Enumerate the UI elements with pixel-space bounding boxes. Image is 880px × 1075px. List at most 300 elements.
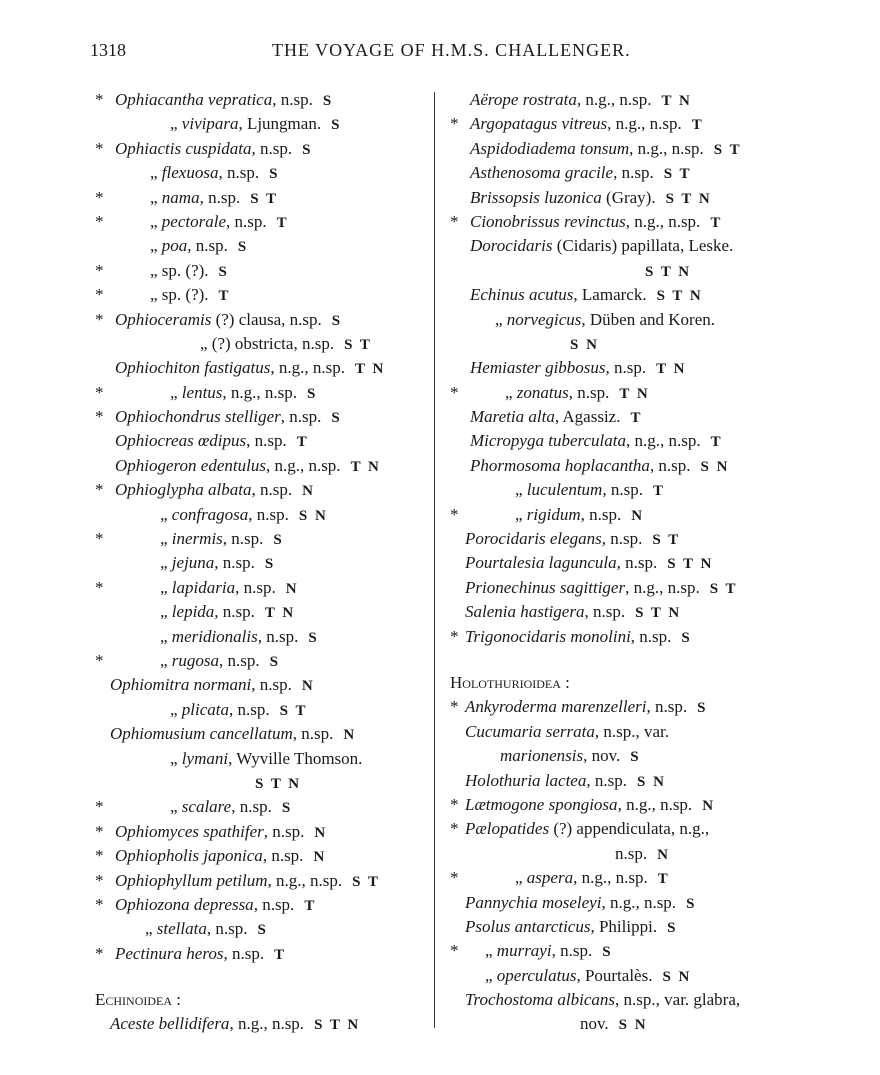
species-name: œdipus [197, 431, 247, 451]
species-name: heros [186, 943, 224, 963]
species-entry [450, 308, 795, 332]
entry-text [170, 381, 317, 406]
new-species-asterisk: * [95, 260, 104, 280]
entry-text [470, 454, 729, 479]
entry-text [150, 186, 278, 211]
locality-code: S T [713, 141, 742, 158]
locality-code: T N [656, 361, 687, 378]
genus-name: „ [160, 602, 168, 622]
locality-code: N [314, 824, 328, 841]
genus-name: Ophiochiton [115, 358, 200, 378]
authority-text: , n.sp. [214, 602, 255, 622]
species-name: rostrata [522, 90, 577, 109]
species-name: flexuosa [161, 163, 219, 183]
authority-text: , n.sp. [272, 90, 313, 109]
species-entry [95, 600, 440, 624]
authority-text: , n.sp. [262, 846, 304, 866]
genus-name: „ [160, 553, 168, 573]
species-name: serrata [545, 721, 595, 741]
locality-code: S N [298, 507, 328, 524]
genus-name: Ophiactis [115, 138, 182, 158]
authority-text: , n.g., n.sp. [607, 114, 682, 134]
species-name: meridionalis [171, 626, 258, 646]
species-entry [450, 527, 795, 551]
locality-code: T [657, 871, 670, 888]
species-name: lymani [181, 748, 229, 768]
entry-text [115, 356, 385, 381]
authority-text: (?) obstricta, n.sp. [207, 333, 335, 353]
authority-text: (?) clausa, n.sp. [211, 309, 322, 329]
entry-text [465, 988, 740, 1012]
locality-code: S T N [314, 1017, 361, 1034]
species-name: rugosa [171, 650, 220, 670]
locality-code: S [269, 653, 280, 670]
species-entry [95, 429, 440, 453]
genus-name: „ [150, 260, 158, 280]
species-name: plicata [181, 699, 230, 719]
genus-name: Pectinura [115, 943, 183, 963]
locality-code: T N [619, 385, 650, 402]
authority-text: , n.g., n.sp. [265, 455, 341, 475]
genus-name: Hemiaster [470, 358, 541, 378]
genus-name: „ [515, 868, 523, 888]
locality-code: S [667, 919, 678, 936]
entry-text [110, 722, 356, 747]
species-entry [95, 893, 440, 917]
locality-code: S T [250, 190, 279, 207]
entry-text [470, 88, 692, 113]
species-entry [450, 283, 795, 307]
new-species-asterisk: * [95, 577, 104, 597]
authority-text: , n.g., n.sp. [576, 90, 652, 109]
species-name: marionensis [500, 746, 584, 766]
species-name: stelliger [225, 407, 281, 427]
species-name: aspera [526, 868, 574, 888]
genus-name: Ophiophyllum [115, 870, 213, 890]
species-entry [450, 210, 795, 234]
authority-text: , Ljungman. [238, 114, 322, 134]
entry-text [170, 112, 341, 137]
entry-text [115, 893, 316, 918]
entry-text [465, 891, 696, 916]
species-name: gracile [564, 163, 614, 183]
genus-name: Cionobrissus [470, 211, 560, 231]
genus-name: „ [170, 797, 178, 817]
species-name: spathifer [203, 821, 264, 841]
entry-text [470, 210, 722, 235]
entry-text [110, 673, 315, 698]
locality-code: S N [636, 773, 666, 790]
locality-code: S [331, 312, 343, 329]
species-entry [450, 625, 795, 649]
new-species-asterisk: * [450, 868, 459, 888]
species-entry [450, 259, 795, 283]
locality-code: T [691, 117, 704, 134]
authority-text: , n.sp. [235, 577, 276, 597]
species-name: albicans [557, 990, 616, 1010]
species-entry [95, 161, 440, 185]
species-entry [95, 112, 440, 136]
entry-text [580, 1012, 648, 1037]
authority-text: , n.g., n.sp. [625, 431, 701, 451]
species-entry [95, 698, 440, 722]
entry-text [465, 576, 738, 601]
species-entry [95, 381, 440, 405]
species-entry [95, 747, 440, 771]
species-entry [95, 405, 440, 429]
entry-text [465, 625, 692, 650]
species-entry [95, 625, 440, 649]
authority-text: , n.sp., var. glabra, [615, 990, 741, 1010]
running-title: THE VOYAGE OF H.M.S. CHALLENGER. [272, 40, 631, 60]
genus-name: „ [495, 309, 503, 329]
new-species-asterisk: * [95, 650, 104, 670]
genus-name: Ophiochondrus [115, 407, 221, 427]
locality-code: N [302, 483, 315, 500]
genus-name: „ [150, 236, 158, 256]
species-name: murrayi [496, 941, 552, 961]
authority-text: , n.sp. [223, 943, 265, 963]
genus-name: Phormosoma [470, 455, 561, 475]
genus-name: Psolus [465, 916, 511, 936]
locality-code: N [301, 678, 315, 695]
genus-name: „ [150, 211, 158, 231]
genus-name: Micropyga [470, 431, 544, 451]
species-entry [450, 1012, 795, 1036]
authority-text: , n.sp. [229, 699, 270, 719]
authority-text: , n.g., n.sp. [573, 868, 648, 888]
authority-text: , n.sp. [251, 138, 293, 158]
authority-text: , n.g., n.sp. [267, 870, 343, 890]
genus-name: Ophiogeron [115, 455, 197, 475]
species-name: hoplacantha [564, 455, 650, 475]
species-entry [450, 769, 795, 793]
locality-code: T N [661, 93, 692, 109]
species-name: jejuna [171, 553, 215, 573]
species-name: bellidifera [158, 1014, 230, 1034]
entry-text [465, 695, 707, 720]
genus-name: „ [485, 941, 493, 961]
species-name: lapidaria [171, 577, 236, 597]
locality-code: S T N [656, 288, 703, 305]
locality-code: N [631, 507, 645, 524]
species-entry [450, 429, 795, 453]
genus-name: „ [170, 114, 178, 134]
entry-text [160, 649, 280, 674]
species-entry [450, 600, 795, 624]
species-entry [95, 234, 440, 258]
locality-code: S N [618, 1017, 648, 1034]
locality-code: S [602, 944, 613, 961]
locality-code: S N [570, 336, 599, 353]
genus-name: „ [160, 529, 168, 549]
authority-text: , n.sp. [226, 211, 267, 231]
locality-code: T [652, 483, 665, 500]
entry-text [245, 771, 301, 796]
locality-code: T [710, 214, 723, 231]
species-name: operculatus [496, 965, 577, 985]
genus-name: Aspidodiadema [470, 138, 576, 158]
species-name: confragosa [171, 504, 249, 524]
locality-code: S T N [635, 605, 682, 622]
locality-code: S [257, 922, 268, 939]
species-entry [450, 405, 795, 429]
locality-code: S [218, 263, 229, 280]
authority-text: , n.sp. [292, 724, 334, 744]
genus-name: „ [170, 382, 178, 402]
authority-text: , n.sp. [251, 480, 293, 500]
species-entry [95, 820, 440, 844]
species-entry [95, 210, 440, 234]
species-entry [95, 332, 440, 356]
locality-code: N [702, 797, 716, 814]
entry-text [115, 308, 342, 333]
species-entry [450, 817, 795, 841]
species-name: lepida [171, 602, 215, 622]
entry-text [485, 964, 691, 989]
new-species-asterisk: * [95, 480, 104, 500]
authority-text: , n.sp. [601, 529, 643, 549]
authority-text: , n.sp. [251, 675, 292, 695]
species-entry [95, 283, 440, 307]
entry-text [465, 817, 709, 841]
locality-code: S T [709, 580, 738, 597]
genus-name: Trigonocidaris [465, 626, 567, 646]
species-name: lentus [181, 382, 223, 402]
entry-text [465, 769, 666, 794]
entry-text [145, 917, 268, 942]
species-name: pectorale [161, 211, 226, 231]
entry-text [465, 551, 713, 576]
species-entry [450, 744, 795, 768]
locality-code: S T N [645, 263, 692, 280]
species-entry [95, 771, 440, 795]
genus-name: Aceste [110, 1014, 155, 1034]
locality-code: S [281, 800, 293, 817]
locality-code: S [331, 410, 342, 427]
locality-code: S [269, 166, 280, 183]
locality-code: S [308, 629, 319, 646]
locality-code: S [264, 556, 276, 573]
authority-text: , n.sp. [206, 919, 248, 939]
genus-name: „ [515, 480, 523, 500]
genus-name: „ [145, 919, 153, 939]
authority-text: , n.g., n.sp. [270, 358, 345, 378]
species-name: albata [208, 480, 252, 500]
species-name: petilum [216, 870, 268, 890]
genus-name: „ [160, 650, 168, 670]
entry-text [465, 720, 669, 744]
genus-name: „ [485, 965, 493, 985]
locality-code: N [657, 846, 670, 863]
new-species-asterisk: * [450, 382, 459, 402]
species-entry [95, 308, 440, 332]
species-name: japonica [203, 846, 263, 866]
new-species-asterisk: * [95, 382, 104, 402]
new-species-asterisk: * [95, 870, 104, 890]
species-entry [450, 356, 795, 380]
locality-code: S [331, 117, 342, 134]
species-entry [450, 842, 795, 866]
entry-text [115, 454, 381, 479]
species-entry [95, 88, 440, 112]
genus-name: Porocidaris [465, 529, 546, 549]
genus-name: Pourtalesia [465, 553, 545, 573]
species-entry [450, 964, 795, 988]
species-name: zonatus [516, 382, 569, 402]
entry-text [470, 405, 643, 430]
species-name: depressa [193, 894, 254, 914]
authority-text: , n.sp. [257, 626, 299, 646]
species-entry [450, 939, 795, 963]
species-name: vitreus [561, 114, 608, 134]
species-name: spongiosa [548, 794, 618, 814]
authority-text: , n.sp. [605, 358, 647, 378]
species-name: rigidum [526, 504, 581, 524]
species-entry [450, 186, 795, 210]
entry-text [115, 820, 327, 845]
genus-name: Ophiocreas [115, 431, 194, 451]
new-species-asterisk: * [95, 894, 104, 914]
locality-code: S [681, 629, 692, 646]
authority-text: , Pourtalès. [576, 965, 653, 985]
genus-name: Dorocidaris [470, 236, 553, 256]
locality-code: T [274, 946, 287, 963]
species-entry [450, 866, 795, 890]
species-name: moseleyi [541, 892, 602, 912]
entry-text [515, 503, 644, 528]
genus-name: Ophiomitra [110, 675, 190, 695]
authority-text: sp. (?). [157, 260, 209, 280]
genus-name: Argopatagus [470, 114, 558, 134]
entry-text [170, 698, 307, 723]
species-entry [450, 161, 795, 185]
entry-text [160, 551, 275, 576]
authority-text: n.sp. [615, 843, 648, 863]
genus-name: Salenia [465, 602, 516, 622]
species-entry [95, 869, 440, 893]
locality-code: S [273, 532, 284, 549]
genus-name: Lætmogone [465, 794, 545, 814]
section-heading-text: Holothurioidea : [450, 672, 570, 692]
entry-text [470, 112, 704, 137]
species-name: marenzelleri [561, 697, 647, 717]
genus-name: Maretia [470, 407, 525, 427]
genus-name: Asthenosoma [470, 163, 561, 183]
entry-text [160, 527, 284, 552]
species-entry [450, 720, 795, 744]
locality-code: S T N [255, 775, 302, 792]
locality-code: T N [355, 361, 386, 378]
new-species-asterisk: * [450, 504, 459, 524]
locality-code: T N [350, 458, 381, 475]
authority-text: , n.g., n.sp. [625, 211, 701, 231]
species-name: stellata [156, 919, 207, 939]
entry-text [200, 332, 372, 357]
entry-text [115, 942, 286, 967]
new-species-asterisk: * [95, 285, 104, 305]
species-name: inermis [171, 529, 223, 549]
authority-text: , n.sp. [551, 941, 593, 961]
locality-code: N [343, 727, 357, 744]
genus-name: „ [160, 626, 168, 646]
species-name: tuberculata [548, 431, 626, 451]
species-name: gibbosus [545, 358, 606, 378]
species-entry [450, 915, 795, 939]
genus-name: „ [170, 748, 178, 768]
new-species-asterisk: * [450, 626, 459, 646]
genus-name: Ophiozona [115, 894, 190, 914]
locality-code: S [302, 141, 313, 158]
species-name: vepratica [208, 90, 273, 109]
species-name: elegans [549, 529, 602, 549]
new-species-asterisk: * [95, 138, 104, 158]
entry-text [470, 356, 687, 381]
authority-text: , n.sp. [649, 455, 691, 475]
genus-name: „ [170, 699, 178, 719]
species-name: sagittiger [559, 577, 626, 597]
authority-text: sp. (?). [157, 285, 209, 305]
locality-code: S T [652, 532, 681, 549]
entry-text [150, 259, 229, 284]
species-entry [450, 332, 795, 356]
new-species-asterisk: * [95, 187, 104, 207]
entry-text [465, 527, 680, 552]
entry-text [115, 478, 315, 503]
authority-text: , n.sp. [630, 626, 672, 646]
new-species-asterisk: * [95, 797, 104, 817]
section-heading [95, 988, 440, 1012]
species-name: monolini [570, 626, 631, 646]
locality-code: S T N [667, 556, 714, 573]
genus-name: „ [515, 504, 523, 524]
entry-text [500, 744, 641, 769]
species-name: scalare [181, 797, 232, 817]
genus-name: Cucumaria [465, 721, 542, 741]
species-name: norvegicus [506, 309, 582, 329]
entry-text [635, 259, 691, 284]
authority-text: , Agassiz. [554, 407, 621, 427]
species-name: cancellatum [209, 724, 293, 744]
species-entry [450, 891, 795, 915]
species-name: luzonica [544, 187, 602, 207]
new-species-asterisk: * [95, 821, 104, 841]
entry-text [160, 600, 295, 625]
authority-text: , n.sp. [263, 821, 305, 841]
entry-text [150, 210, 289, 235]
authority-text: , n.sp. [219, 650, 260, 670]
authority-text: , Wyville Thomson. [228, 748, 363, 768]
species-name: vivipara [181, 114, 239, 134]
entry-text [110, 1012, 360, 1037]
locality-code: S T [279, 702, 308, 719]
genus-name: „ [160, 577, 168, 597]
genus-name: Ophiomyces [115, 821, 200, 841]
species-entry [450, 695, 795, 719]
species-name: luculentum [526, 480, 603, 500]
locality-code: S N [662, 968, 692, 985]
genus-name: „ [160, 504, 168, 524]
authority-text: (?) appendiculata, n.g., [549, 819, 710, 839]
genus-name: Ophiomusium [110, 724, 206, 744]
authority-text: , n.sp. [584, 602, 626, 622]
species-name: alta [528, 407, 555, 427]
genus-name: Prionechinus [465, 577, 556, 597]
authority-text: , n.sp., var. [594, 721, 670, 741]
species-name: edentulus [200, 455, 266, 475]
species-entry [450, 112, 795, 136]
entry-text [150, 234, 248, 259]
